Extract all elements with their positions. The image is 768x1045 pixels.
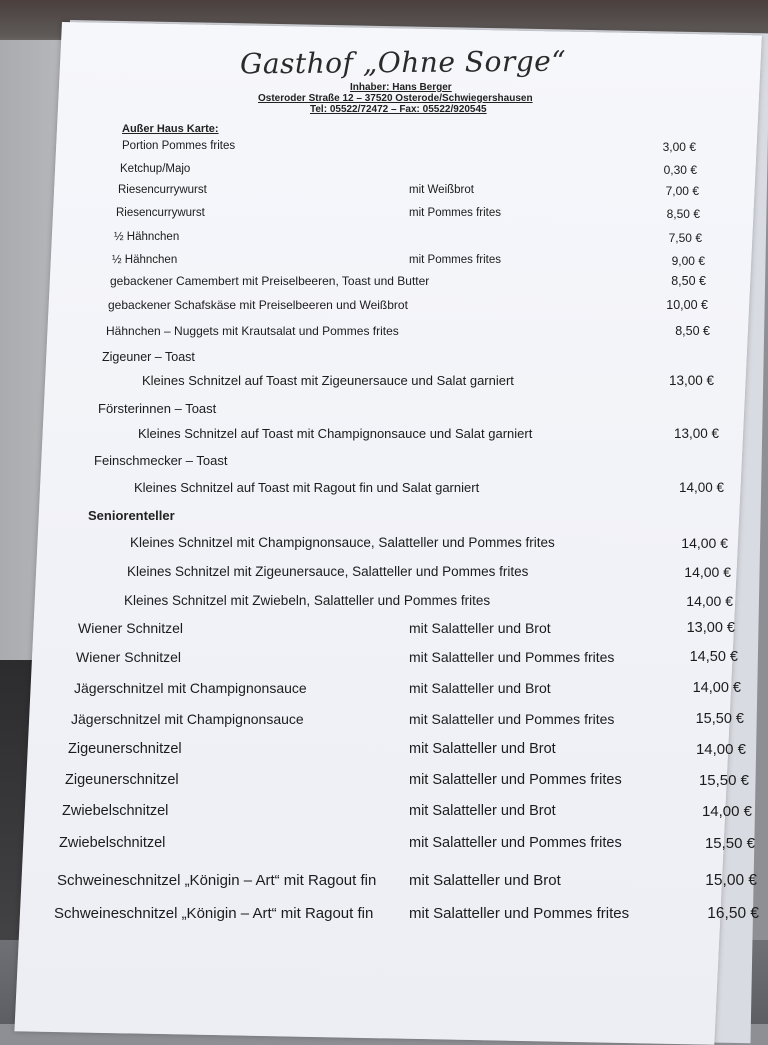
- menu-item: [0, 480, 768, 510]
- menu-item-price: 9,00 €: [671, 254, 705, 268]
- menu-item-name: Schweineschnitzel „Königin – Art“ mit Ragout fin: [54, 905, 374, 922]
- menu-item: [0, 373, 768, 403]
- menu-item-name: Zigeuner – Toast: [102, 350, 195, 364]
- menu-item-name: Riesencurrywurst: [118, 184, 207, 196]
- menu-item-price: 14,00 €: [678, 480, 724, 495]
- menu-item-name: Zigeunerschnitzel: [68, 741, 182, 757]
- menu-item-name: Zwiebelschnitzel: [59, 835, 166, 851]
- menu-item: [0, 426, 768, 456]
- menu-item: [0, 453, 768, 483]
- menu-item-price: 14,00 €: [686, 593, 733, 609]
- menu-item-side: mit Salatteller und Pommes frites: [409, 905, 630, 922]
- menu-item-name: Zwiebelschnitzel: [62, 803, 169, 819]
- menu-item-name: Kleines Schnitzel mit Zigeunersauce, Salatteller und Pommes frites: [127, 564, 529, 579]
- menu-item-price: 0,30 €: [663, 163, 697, 177]
- menu-item-name: Wiener Schnitzel: [78, 620, 184, 636]
- menu-item-name: Zigeunerschnitzel: [65, 772, 179, 788]
- menu-item-name: Kleines Schnitzel auf Toast mit Zigeunersauce und Salat garniert: [142, 373, 514, 388]
- menu-item-name: Kleines Schnitzel mit Zwiebeln, Salatteller und Pommes frites: [124, 593, 491, 608]
- menu-item-price: 13,00 €: [668, 373, 714, 388]
- menu-item-price: 13,00 €: [673, 426, 719, 441]
- menu-item: [0, 535, 768, 565]
- menu-item: [0, 803, 768, 833]
- menu-item: [0, 620, 768, 650]
- menu-item-name: Hähnchen – Nuggets mit Krautsalat und Pommes frites: [106, 324, 399, 338]
- menu-item-name: Wiener Schnitzel: [76, 649, 182, 665]
- menu-item-price: 15,50 €: [695, 711, 744, 727]
- menu-item-price: 15,50 €: [698, 772, 749, 789]
- menu-item: [0, 741, 768, 771]
- menu-item-name: Kleines Schnitzel mit Champignonsauce, Salatteller und Pommes frites: [130, 535, 555, 550]
- address-line: Osteroder Straße 12 – 37520 Osterode/Schwiegershausen: [258, 93, 533, 104]
- menu-item-side: mit Salatteller und Pommes frites: [409, 835, 622, 851]
- menu-item: [0, 649, 768, 679]
- menu-item: [0, 564, 768, 594]
- menu-item-name: Jägerschnitzel mit Champignonsauce: [74, 680, 307, 696]
- menu-item-price: 15,00 €: [705, 872, 757, 889]
- menu-item-price: 7,00 €: [665, 184, 699, 198]
- contact-line: Tel: 05522/72472 – Fax: 05522/920545: [310, 104, 487, 115]
- menu-item-side: mit Salatteller und Pommes frites: [409, 649, 615, 665]
- menu-item-name: ½ Hähnchen: [114, 231, 180, 243]
- menu-item: [0, 905, 768, 935]
- menu-item-price: 14,00 €: [684, 564, 731, 580]
- menu-item-price: 14,00 €: [692, 680, 741, 696]
- menu-item-price: 8,50 €: [675, 324, 710, 338]
- menu-item-price: 8,50 €: [666, 207, 700, 221]
- menu-item-price: 14,00 €: [695, 741, 746, 758]
- menu-item-price: 10,00 €: [666, 298, 708, 312]
- menu-item-side: mit Salatteller und Brot: [409, 680, 551, 696]
- menu-header: Außer Haus Karte:: [122, 123, 219, 135]
- menu-item: [0, 835, 768, 865]
- menu-item-name: Ketchup/Majo: [120, 163, 191, 175]
- menu-item-side: mit Pommes frites: [409, 207, 502, 219]
- menu-item-price: 13,00 €: [686, 620, 735, 636]
- menu-item-price: 16,50 €: [707, 905, 759, 922]
- menu-item-name: gebackener Camembert mit Preiselbeeren, Toast und Butter: [110, 274, 430, 288]
- menu-item-price: 14,50 €: [689, 649, 738, 665]
- menu-item-side: mit Salatteller und Brot: [409, 872, 561, 889]
- menu-item-name: Kleines Schnitzel auf Toast mit Champignonsauce und Salat garniert: [138, 426, 533, 441]
- menu-item-side: mit Salatteller und Brot: [409, 741, 556, 757]
- restaurant-name: Gasthof „Ohne Sorge“: [239, 44, 567, 81]
- menu-item: [0, 772, 768, 802]
- menu-item-price: 15,50 €: [704, 835, 755, 852]
- menu-item-price: 8,50 €: [671, 274, 706, 288]
- menu-item-name: Jägerschnitzel mit Champignonsauce: [71, 711, 304, 727]
- menu-item-name: Portion Pommes frites: [122, 140, 236, 152]
- section-seniorenteller: Seniorenteller: [88, 508, 175, 523]
- menu-item-side: mit Salatteller und Brot: [409, 803, 556, 819]
- menu-item: [0, 711, 768, 741]
- menu-item-side: mit Pommes frites: [409, 254, 502, 266]
- menu-item-name: gebackener Schafskäse mit Preiselbeeren und Weißbrot: [108, 298, 408, 312]
- menu-item-name: Försterinnen – Toast: [98, 401, 217, 416]
- menu-item-name: Schweineschnitzel „Königin – Art“ mit Ragout fin: [57, 872, 377, 889]
- menu-item-name: Riesencurrywurst: [116, 207, 205, 219]
- menu-item-name: Kleines Schnitzel auf Toast mit Ragout fin und Salat garniert: [134, 480, 480, 495]
- menu-item-price: 3,00 €: [662, 140, 696, 154]
- menu-item: [0, 680, 768, 710]
- menu-item-side: mit Weißbrot: [409, 184, 474, 196]
- menu-item-price: 14,00 €: [701, 803, 752, 820]
- menu-item: [0, 872, 768, 902]
- menu-item: [0, 593, 768, 623]
- menu-item-name: ½ Hähnchen: [112, 254, 178, 266]
- menu-item-side: mit Salatteller und Pommes frites: [409, 711, 615, 727]
- owner-line: Inhaber: Hans Berger: [350, 82, 452, 93]
- menu-item-side: mit Salatteller und Brot: [409, 620, 551, 636]
- menu-item-side: mit Salatteller und Pommes frites: [409, 772, 622, 788]
- menu-item-name: Feinschmecker – Toast: [94, 453, 228, 468]
- menu-item-price: 14,00 €: [681, 535, 728, 551]
- menu-item-price: 7,50 €: [668, 231, 702, 245]
